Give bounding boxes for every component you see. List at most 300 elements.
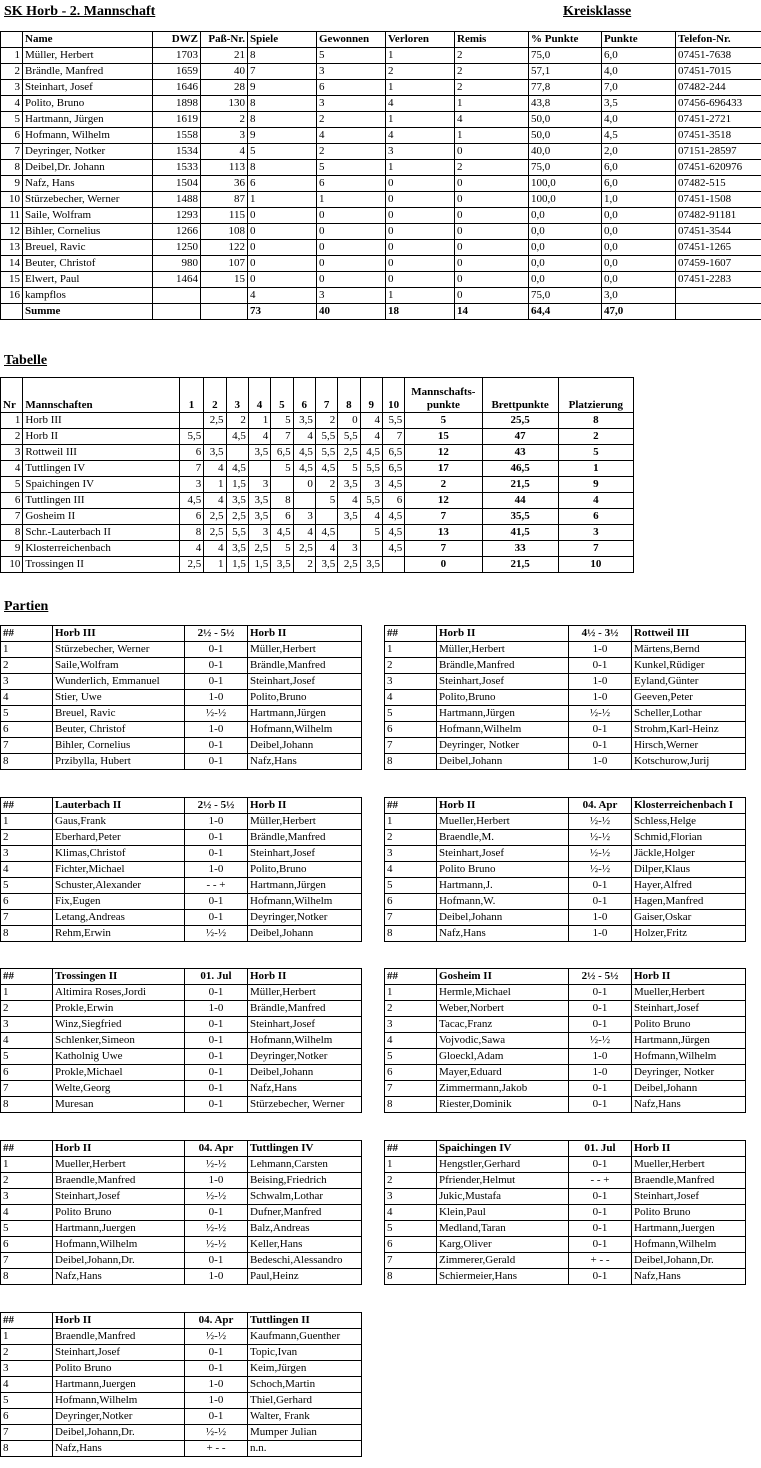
standings-cell: 4	[360, 413, 382, 429]
game-header-cell: ##	[1, 1313, 53, 1329]
standings-cell: 4,5	[271, 525, 293, 541]
standings-cell: 2,5	[204, 413, 226, 429]
game-cell: Karg,Oliver	[437, 1237, 569, 1253]
game-cell: Kotschurow,Jurij	[632, 754, 746, 770]
game-cell: Dilper,Klaus	[632, 862, 746, 878]
game-cell: 5	[1, 878, 53, 894]
game-cell: 1-0	[185, 1393, 248, 1409]
roster-cell: 8	[248, 160, 317, 176]
roster-cell: 1534	[153, 144, 201, 160]
game-cell: 8	[385, 754, 437, 770]
standings-cell: 3,5	[360, 557, 382, 573]
roster-cell: 1	[386, 80, 455, 96]
standings-cell: 2	[1, 429, 23, 445]
game-cell: Hermle,Michael	[437, 985, 569, 1001]
game-cell: Braendle,Manfred	[632, 1173, 746, 1189]
game-cell: 0-1	[185, 1065, 248, 1081]
roster-cell: 3,5	[602, 96, 676, 112]
standings-cell: Klosterreichenbach	[23, 541, 179, 557]
game-cell: Polito,Bruno	[248, 862, 362, 878]
roster-cell: Name	[23, 32, 153, 48]
game-cell: 1-0	[185, 1173, 248, 1189]
game-cell: Hirsch,Werner	[632, 738, 746, 754]
standings-cell: Tuttlingen IV	[23, 461, 179, 477]
roster-cell: 4,0	[602, 112, 676, 128]
game-cell: 0-1	[569, 1157, 632, 1173]
roster-cell: 2	[455, 160, 529, 176]
roster-cell: 1266	[153, 224, 201, 240]
game-header-cell: 2½ - 5½	[569, 969, 632, 985]
roster-cell: 28	[201, 80, 248, 96]
standings-header-cell: 5	[271, 378, 293, 413]
standings-cell: 4	[204, 541, 226, 557]
game-row	[1, 1157, 362, 1173]
game-cell: 1	[1, 1157, 53, 1173]
game-cell: 0-1	[185, 910, 248, 926]
standings-header-row	[1, 378, 634, 413]
game-cell: 4	[385, 862, 437, 878]
game-cell: Deyringer,Notker	[248, 910, 362, 926]
game-header-cell: Spaichingen IV	[437, 1141, 569, 1157]
game-cell: 4	[1, 862, 53, 878]
game-cell: 0-1	[185, 1097, 248, 1113]
roster-cell: 100,0	[529, 176, 602, 192]
roster-cell: 9	[248, 80, 317, 96]
roster-cell: 0,0	[602, 256, 676, 272]
roster-cell: 1558	[153, 128, 201, 144]
roster-row	[1, 48, 761, 64]
roster-cell: 0	[455, 224, 529, 240]
game-cell: 5	[385, 706, 437, 722]
roster-cell: 07451-2721	[676, 112, 761, 128]
game-header-cell: Trossingen II	[53, 969, 185, 985]
game-row	[1, 690, 362, 706]
game-cell: Hofmann,Wilhelm	[248, 894, 362, 910]
game-cell: Müller,Herbert	[437, 642, 569, 658]
roster-table	[0, 31, 761, 320]
game-cell: 7	[385, 1253, 437, 1269]
standings-cell: 0	[405, 557, 482, 573]
game-cell: 6	[1, 894, 53, 910]
roster-cell: 130	[201, 96, 248, 112]
roster-cell	[153, 304, 201, 320]
game-cell: Hofmann,Wilhelm	[437, 722, 569, 738]
game-cell: 0-1	[185, 738, 248, 754]
roster-cell: 9	[1, 176, 23, 192]
game-cell: Braendle,M.	[437, 830, 569, 846]
game-cell: 1	[385, 814, 437, 830]
standings-cell: 4	[338, 493, 360, 509]
game-cell: Geeven,Peter	[632, 690, 746, 706]
game-cell: 0-1	[569, 1081, 632, 1097]
standings-cell: 2,5	[179, 557, 203, 573]
standings-cell	[204, 429, 226, 445]
game-row	[1, 1189, 362, 1205]
game-cell: 2	[1, 830, 53, 846]
game-row	[385, 642, 746, 658]
game-cell: Beising,Friedrich	[248, 1173, 362, 1189]
game-cell: 0-1	[569, 1189, 632, 1205]
game-row	[385, 722, 746, 738]
standings-cell: 7	[405, 541, 482, 557]
standings-cell: 6,5	[271, 445, 293, 461]
game-row	[1, 642, 362, 658]
game-cell: 0-1	[185, 1361, 248, 1377]
game-cell: Mayer,Eduard	[437, 1065, 569, 1081]
game-cell: Steinhart,Josef	[248, 846, 362, 862]
roster-cell: 122	[201, 240, 248, 256]
standings-header-cell: Platzierung	[558, 378, 633, 413]
standings-cell: 6	[271, 509, 293, 525]
roster-cell: 07451-620976	[676, 160, 761, 176]
roster-cell: 0	[455, 208, 529, 224]
game-cell: Stürzebecher, Werner	[248, 1097, 362, 1113]
roster-cell: 0	[455, 272, 529, 288]
standings-cell: 2,5	[338, 445, 360, 461]
game-row	[385, 1001, 746, 1017]
game-cell: 1-0	[185, 1269, 248, 1285]
game-cell: Saile,Wolfram	[53, 658, 185, 674]
roster-cell: 6	[317, 80, 386, 96]
game-cell: Eberhard,Peter	[53, 830, 185, 846]
game-cell: Deibel,Johann	[248, 1065, 362, 1081]
standings-cell: 4,5	[382, 477, 404, 493]
game-cell: Breuel, Ravic	[53, 706, 185, 722]
standings-cell	[271, 477, 293, 493]
roster-row	[1, 224, 761, 240]
game-cell: Dufner,Manfred	[248, 1205, 362, 1221]
roster-row	[1, 256, 761, 272]
roster-cell: 40	[317, 304, 386, 320]
roster-cell: 8	[248, 48, 317, 64]
roster-cell: 2,0	[602, 144, 676, 160]
game-row	[1, 1017, 362, 1033]
game-cell: 0-1	[185, 1049, 248, 1065]
roster-row	[1, 160, 761, 176]
game-cell: Muresan	[53, 1097, 185, 1113]
standings-cell: 6	[382, 493, 404, 509]
game-cell: Balz,Andreas	[248, 1221, 362, 1237]
roster-cell: 0	[317, 256, 386, 272]
roster-cell: DWZ	[153, 32, 201, 48]
standings-header-cell: 9	[360, 378, 382, 413]
game-cell: 4	[385, 690, 437, 706]
roster-cell: 4	[317, 128, 386, 144]
standings-row	[1, 461, 634, 477]
standings-cell: 3,5	[226, 493, 248, 509]
standings-header-cell: 4	[248, 378, 270, 413]
game-cell: Nafz,Hans	[437, 926, 569, 942]
game-cell: 7	[385, 910, 437, 926]
standings-cell: 2	[558, 429, 633, 445]
game-header-cell: 01. Jul	[185, 969, 248, 985]
roster-cell: 0	[455, 192, 529, 208]
standings-cell: 2	[293, 557, 315, 573]
game-cell: Hofmann,W.	[437, 894, 569, 910]
game-header-row	[385, 1141, 746, 1157]
standings-cell	[248, 461, 270, 477]
standings-cell: 43	[482, 445, 558, 461]
standings-cell: 3,5	[248, 493, 270, 509]
game-cell: 0-1	[185, 642, 248, 658]
game-cell: 1-0	[185, 814, 248, 830]
game-cell: Strohm,Karl-Heinz	[632, 722, 746, 738]
standings-cell: 8	[179, 525, 203, 541]
game-header-cell: Horb III	[53, 626, 185, 642]
roster-cell: 4,0	[602, 64, 676, 80]
game-cell: 4	[1, 1205, 53, 1221]
standings-cell: 5	[1, 477, 23, 493]
roster-cell: 07456-696433	[676, 96, 761, 112]
standings-cell: 4,5	[382, 509, 404, 525]
game-cell: Mueller,Herbert	[53, 1157, 185, 1173]
game-cell: 4	[1, 690, 53, 706]
game-row	[1, 1393, 362, 1409]
game-cell: 0-1	[569, 658, 632, 674]
game-cell: Hartmann,Jürgen	[632, 1033, 746, 1049]
game-cell: 0-1	[569, 1269, 632, 1285]
standings-cell: 2,5	[204, 509, 226, 525]
standings-table	[0, 377, 634, 573]
roster-cell: 8	[1, 160, 23, 176]
game-cell: Hartmann,Jürgen	[437, 706, 569, 722]
roster-row	[1, 208, 761, 224]
game-cell: Müller,Herbert	[248, 642, 362, 658]
roster-cell: 07459-1607	[676, 256, 761, 272]
roster-cell: 0,0	[602, 240, 676, 256]
roster-cell: 0	[455, 240, 529, 256]
game-cell: Schlenker,Simeon	[53, 1033, 185, 1049]
game-cell: 3	[1, 1017, 53, 1033]
roster-cell: 0	[386, 240, 455, 256]
game-row	[1, 722, 362, 738]
game-cell: 0-1	[569, 738, 632, 754]
roster-cell: 07451-3518	[676, 128, 761, 144]
standings-header-cell: Mannschaften	[23, 378, 179, 413]
roster-cell: 6	[317, 176, 386, 192]
game-cell: 0-1	[185, 985, 248, 1001]
roster-cell: 50,0	[529, 128, 602, 144]
roster-cell: 21	[201, 48, 248, 64]
game-cell: Brändle,Manfred	[248, 658, 362, 674]
game-cell: Gaus,Frank	[53, 814, 185, 830]
game-cell: 8	[1, 1097, 53, 1113]
roster-cell: 1533	[153, 160, 201, 176]
game-cell: 7	[385, 738, 437, 754]
game-cell: + - -	[569, 1253, 632, 1269]
game-cell: Hartmann,Juergen	[632, 1221, 746, 1237]
standings-cell: 35,5	[482, 509, 558, 525]
game-cell: Medland,Taran	[437, 1221, 569, 1237]
roster-cell: 1,0	[602, 192, 676, 208]
roster-cell: 115	[201, 208, 248, 224]
game-cell: Klein,Paul	[437, 1205, 569, 1221]
game-row	[1, 814, 362, 830]
standings-cell: 3,5	[226, 541, 248, 557]
roster-cell	[676, 304, 761, 320]
game-cell: Holzer,Fritz	[632, 926, 746, 942]
game-cell: Steinhart,Josef	[437, 674, 569, 690]
roster-cell: 0	[248, 256, 317, 272]
roster-cell: 100,0	[529, 192, 602, 208]
game-cell: 1	[1, 642, 53, 658]
roster-cell: 108	[201, 224, 248, 240]
standings-cell: Gosheim II	[23, 509, 179, 525]
game-header-cell: 4½ - 3½	[569, 626, 632, 642]
game-cell: 0-1	[185, 846, 248, 862]
game-cell: Nafz,Hans	[248, 754, 362, 770]
game-row	[385, 1065, 746, 1081]
roster-cell: 0	[386, 208, 455, 224]
roster-row	[1, 128, 761, 144]
game-row	[385, 690, 746, 706]
roster-cell: 9	[248, 128, 317, 144]
game-cell: Stier, Uwe	[53, 690, 185, 706]
standings-cell: Schr.-Lauterbach II	[23, 525, 179, 541]
standings-cell: 4	[360, 509, 382, 525]
roster-cell	[676, 288, 761, 304]
standings-cell: 2,5	[248, 541, 270, 557]
game-row	[385, 1205, 746, 1221]
game-header-cell: Lauterbach II	[53, 798, 185, 814]
game-header-cell: ##	[385, 1141, 437, 1157]
game-header-row	[1, 1313, 362, 1329]
roster-cell: 107	[201, 256, 248, 272]
game-row	[1, 1409, 362, 1425]
standings-cell: Trossingen II	[23, 557, 179, 573]
standings-cell: 0	[293, 477, 315, 493]
roster-row	[1, 272, 761, 288]
roster-cell: 2	[455, 48, 529, 64]
roster-cell: 1619	[153, 112, 201, 128]
game-cell: 1	[1, 985, 53, 1001]
game-cell: 6	[1, 1409, 53, 1425]
game-cell: Hartmann,Jürgen	[248, 706, 362, 722]
game-cell: Mueller,Herbert	[632, 1157, 746, 1173]
game-cell: Eyland,Günter	[632, 674, 746, 690]
game-cell: Zimmerer,Gerald	[437, 1253, 569, 1269]
standings-header-cell: Mannschafts-punkte	[405, 378, 482, 413]
game-row	[1, 862, 362, 878]
roster-cell: 1	[1, 48, 23, 64]
standings-cell: 7	[405, 509, 482, 525]
standings-header-cell: 2	[204, 378, 226, 413]
game-cell: Deyringer,Notker	[248, 1049, 362, 1065]
standings-row	[1, 429, 634, 445]
standings-cell: 3,5	[271, 557, 293, 573]
standings-header-cell: 7	[315, 378, 337, 413]
standings-cell: 13	[405, 525, 482, 541]
game-row	[385, 1049, 746, 1065]
roster-cell: 10	[1, 192, 23, 208]
standings-cell: 3,5	[204, 445, 226, 461]
game-table	[384, 968, 746, 1113]
standings-cell: 4	[248, 429, 270, 445]
game-cell: 0-1	[185, 1205, 248, 1221]
roster-cell: 1	[317, 192, 386, 208]
standings-cell: 3	[293, 509, 315, 525]
standings-cell: 5	[405, 413, 482, 429]
game-cell: Polito Bruno	[437, 862, 569, 878]
game-cell: Gaiser,Oskar	[632, 910, 746, 926]
game-cell: Steinhart,Josef	[248, 1017, 362, 1033]
game-cell: 3	[1, 674, 53, 690]
game-cell: Rehm,Erwin	[53, 926, 185, 942]
standings-cell: 12	[405, 493, 482, 509]
standings-cell: 4,5	[226, 429, 248, 445]
game-cell: Hagen,Manfred	[632, 894, 746, 910]
standings-cell: 4,5	[315, 525, 337, 541]
standings-cell: 7	[179, 461, 203, 477]
game-cell: 4	[1, 1033, 53, 1049]
roster-cell: 36	[201, 176, 248, 192]
roster-row	[1, 144, 761, 160]
game-cell: Märtens,Bernd	[632, 642, 746, 658]
game-cell: 1-0	[569, 910, 632, 926]
standings-header-cell: 8	[338, 378, 360, 413]
game-cell: Nafz,Hans	[632, 1269, 746, 1285]
roster-cell: 6,0	[602, 160, 676, 176]
game-cell: 7	[385, 1081, 437, 1097]
game-cell: Hartmann,Jürgen	[248, 878, 362, 894]
game-cell: 0-1	[569, 878, 632, 894]
standings-cell: 9	[1, 541, 23, 557]
game-cell: 6	[1, 1237, 53, 1253]
roster-cell: 2	[455, 64, 529, 80]
standings-cell: 8	[271, 493, 293, 509]
roster-cell: 1	[386, 48, 455, 64]
standings-cell: 4,5	[179, 493, 203, 509]
game-row	[1, 1361, 362, 1377]
standings-cell: 6	[558, 509, 633, 525]
standings-cell: 3	[248, 525, 270, 541]
game-cell: Winz,Siegfried	[53, 1017, 185, 1033]
game-cell: 0-1	[185, 1345, 248, 1361]
game-cell: - - +	[569, 1173, 632, 1189]
roster-cell: Deyringer, Notker	[23, 144, 153, 160]
roster-cell: 5	[1, 112, 23, 128]
standings-cell: 4	[1, 461, 23, 477]
game-header-cell: Horb II	[248, 626, 362, 642]
roster-cell: 1250	[153, 240, 201, 256]
standings-cell: 4,5	[360, 445, 382, 461]
standings-cell: 5	[271, 413, 293, 429]
game-cell: Müller,Herbert	[248, 814, 362, 830]
game-cell: 0-1	[185, 674, 248, 690]
standings-row	[1, 445, 634, 461]
game-header-cell: ##	[385, 626, 437, 642]
roster-cell: 0	[386, 176, 455, 192]
game-cell: Hartmann,Juergen	[53, 1377, 185, 1393]
standings-cell: 41,5	[482, 525, 558, 541]
game-cell: ½-½	[185, 1157, 248, 1173]
roster-cell: 4	[455, 112, 529, 128]
standings-cell: 5	[558, 445, 633, 461]
standings-cell: 1	[248, 413, 270, 429]
roster-cell: 5	[248, 144, 317, 160]
roster-cell: 0	[248, 208, 317, 224]
standings-cell: 1,5	[226, 557, 248, 573]
game-cell: Gloeckl,Adam	[437, 1049, 569, 1065]
roster-cell: Saile, Wolfram	[23, 208, 153, 224]
game-row	[385, 985, 746, 1001]
roster-cell: 1	[386, 160, 455, 176]
game-table	[0, 625, 362, 770]
game-row	[1, 706, 362, 722]
game-row	[385, 1237, 746, 1253]
game-cell: Beuter, Christof	[53, 722, 185, 738]
standings-cell: 7	[558, 541, 633, 557]
